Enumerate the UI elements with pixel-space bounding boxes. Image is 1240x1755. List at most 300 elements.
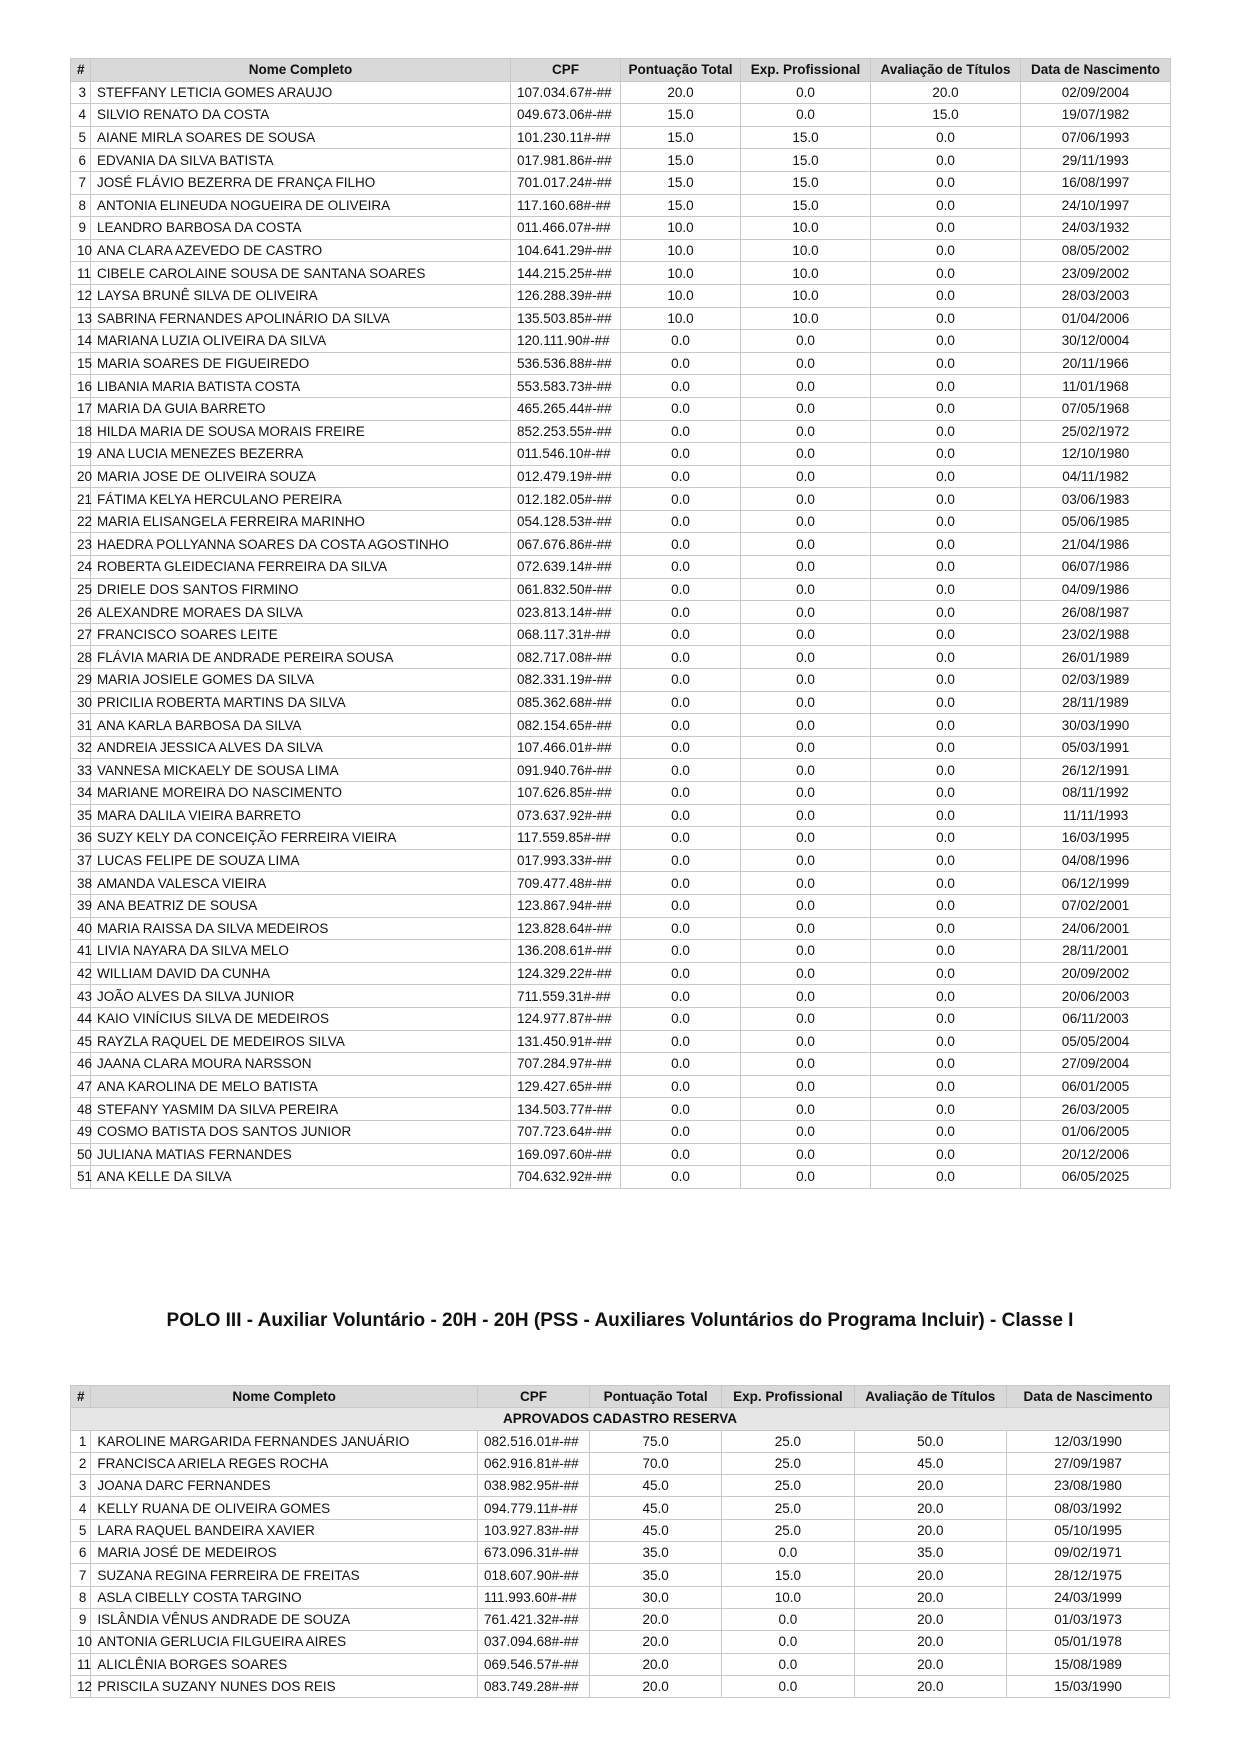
row-index: 42 — [71, 962, 91, 985]
titles-score: 0.0 — [871, 917, 1021, 940]
group-label: APROVADOS CADASTRO RESERVA — [71, 1408, 1170, 1430]
birth-date: 02/03/1989 — [1021, 669, 1171, 692]
titles-score: 20.0 — [854, 1631, 1007, 1653]
titles-score: 20.0 — [854, 1653, 1007, 1675]
experience-score: 0.0 — [741, 782, 871, 805]
candidate-name: LIBANIA MARIA BATISTA COSTA — [91, 375, 511, 398]
candidate-name: ASLA CIBELLY COSTA TARGINO — [91, 1586, 478, 1608]
table-row — [71, 1030, 1171, 1053]
candidate-name: JULIANA MATIAS FERNANDES — [91, 1143, 511, 1166]
cpf: 123.828.64#-## — [511, 917, 621, 940]
row-index: 26 — [71, 601, 91, 624]
table-row — [71, 330, 1171, 353]
birth-date: 03/06/1983 — [1021, 488, 1171, 511]
experience-score: 0.0 — [741, 759, 871, 782]
titles-score: 0.0 — [871, 894, 1021, 917]
experience-score: 0.0 — [741, 1098, 871, 1121]
birth-date: 08/03/1992 — [1007, 1497, 1170, 1519]
experience-score: 0.0 — [741, 104, 871, 127]
candidate-name: DRIELE DOS SANTOS FIRMINO — [91, 578, 511, 601]
titles-score: 0.0 — [871, 691, 1021, 714]
birth-date: 24/10/1997 — [1021, 194, 1171, 217]
table-row — [71, 894, 1171, 917]
cpf: 094.779.11#-## — [478, 1497, 590, 1519]
total-score: 0.0 — [621, 1098, 741, 1121]
titles-score: 0.0 — [871, 262, 1021, 285]
cpf: 068.117.31#-## — [511, 623, 621, 646]
cpf: 091.940.76#-## — [511, 759, 621, 782]
total-score: 35.0 — [589, 1564, 721, 1586]
cpf: 082.154.65#-## — [511, 714, 621, 737]
table-row — [71, 488, 1171, 511]
birth-date: 05/03/1991 — [1021, 736, 1171, 759]
total-score: 0.0 — [621, 872, 741, 895]
table-row — [71, 1075, 1171, 1098]
candidate-name: RAYZLA RAQUEL DE MEDEIROS SILVA — [91, 1030, 511, 1053]
cpf: 711.559.31#-## — [511, 985, 621, 1008]
table-row — [71, 81, 1171, 104]
row-index: 43 — [71, 985, 91, 1008]
cpf: 103.927.83#-## — [478, 1519, 590, 1541]
birth-date: 16/08/1997 — [1021, 171, 1171, 194]
row-index: 7 — [71, 171, 91, 194]
cpf: 701.017.24#-## — [511, 171, 621, 194]
experience-score: 0.0 — [741, 556, 871, 579]
cpf: 120.111.90#-## — [511, 330, 621, 353]
total-score: 20.0 — [621, 81, 741, 104]
table-row — [71, 691, 1171, 714]
candidate-name: MARIA RAISSA DA SILVA MEDEIROS — [91, 917, 511, 940]
total-score: 0.0 — [621, 691, 741, 714]
titles-score: 0.0 — [871, 194, 1021, 217]
col-cpf: CPF — [511, 59, 621, 82]
total-score: 0.0 — [621, 804, 741, 827]
experience-score: 0.0 — [741, 1007, 871, 1030]
total-score: 0.0 — [621, 669, 741, 692]
cpf: 124.977.87#-## — [511, 1007, 621, 1030]
cpf: 126.288.39#-## — [511, 284, 621, 307]
table-row — [71, 1007, 1171, 1030]
col-birthdate: Data de Nascimento — [1021, 59, 1171, 82]
row-index: 18 — [71, 420, 91, 443]
total-score: 0.0 — [621, 1030, 741, 1053]
birth-date: 02/09/2004 — [1021, 81, 1171, 104]
experience-score: 0.0 — [741, 510, 871, 533]
total-score: 0.0 — [621, 330, 741, 353]
experience-score: 0.0 — [741, 1053, 871, 1076]
cpf: 012.182.05#-## — [511, 488, 621, 511]
birth-date: 04/09/1986 — [1021, 578, 1171, 601]
table-row — [71, 804, 1171, 827]
candidate-name: VANNESA MICKAELY DE SOUSA LIMA — [91, 759, 511, 782]
experience-score: 25.0 — [722, 1430, 854, 1452]
total-score: 0.0 — [621, 827, 741, 850]
birth-date: 06/12/1999 — [1021, 872, 1171, 895]
total-score: 0.0 — [621, 985, 741, 1008]
experience-score: 0.0 — [741, 872, 871, 895]
experience-score: 0.0 — [741, 646, 871, 669]
table-row — [71, 736, 1171, 759]
cpf: 023.813.14#-## — [511, 601, 621, 624]
titles-score: 20.0 — [854, 1608, 1007, 1630]
titles-score: 35.0 — [854, 1542, 1007, 1564]
total-score: 0.0 — [621, 623, 741, 646]
candidate-name: JOANA DARC FERNANDES — [91, 1475, 478, 1497]
birth-date: 27/09/2004 — [1021, 1053, 1171, 1076]
candidate-name: JOSÉ FLÁVIO BEZERRA DE FRANÇA FILHO — [91, 171, 511, 194]
row-index: 37 — [71, 849, 91, 872]
table-row — [71, 849, 1171, 872]
total-score: 0.0 — [621, 759, 741, 782]
titles-score: 0.0 — [871, 669, 1021, 692]
titles-score: 0.0 — [871, 1143, 1021, 1166]
experience-score: 0.0 — [741, 1075, 871, 1098]
titles-score: 0.0 — [871, 1030, 1021, 1053]
titles-score: 0.0 — [871, 126, 1021, 149]
cpf: 083.749.28#-## — [478, 1675, 590, 1697]
experience-score: 0.0 — [741, 465, 871, 488]
table-row — [71, 1475, 1170, 1497]
table-row — [71, 962, 1171, 985]
table-row — [71, 194, 1171, 217]
total-score: 0.0 — [621, 917, 741, 940]
candidate-name: ANA BEATRIZ DE SOUSA — [91, 894, 511, 917]
row-index: 6 — [71, 1542, 91, 1564]
candidate-name: FRANCISCA ARIELA REGES ROCHA — [91, 1452, 478, 1474]
experience-score: 0.0 — [741, 623, 871, 646]
row-index: 36 — [71, 827, 91, 850]
row-index: 25 — [71, 578, 91, 601]
row-index: 41 — [71, 940, 91, 963]
birth-date: 26/08/1987 — [1021, 601, 1171, 624]
experience-score: 10.0 — [741, 284, 871, 307]
candidate-name: AMANDA VALESCA VIEIRA — [91, 872, 511, 895]
total-score: 0.0 — [621, 940, 741, 963]
row-index: 1 — [71, 1430, 91, 1452]
row-index: 8 — [71, 1586, 91, 1608]
row-index: 17 — [71, 397, 91, 420]
table-body — [71, 81, 1171, 1188]
titles-score: 0.0 — [871, 782, 1021, 805]
experience-score: 0.0 — [741, 985, 871, 1008]
table-row — [71, 533, 1171, 556]
candidate-name: WILLIAM DAVID DA CUNHA — [91, 962, 511, 985]
experience-score: 15.0 — [741, 126, 871, 149]
candidate-name: HAEDRA POLLYANNA SOARES DA COSTA AGOSTINHO — [91, 533, 511, 556]
candidate-name: COSMO BATISTA DOS SANTOS JUNIOR — [91, 1120, 511, 1143]
table-row — [71, 827, 1171, 850]
candidate-name: MARIA JOSE DE OLIVEIRA SOUZA — [91, 465, 511, 488]
total-score: 0.0 — [621, 352, 741, 375]
birth-date: 28/03/2003 — [1021, 284, 1171, 307]
row-index: 9 — [71, 1608, 91, 1630]
birth-date: 20/09/2002 — [1021, 962, 1171, 985]
row-index: 3 — [71, 81, 91, 104]
candidate-name: ISLÂNDIA VÊNUS ANDRADE DE SOUZA — [91, 1608, 478, 1630]
titles-score: 0.0 — [871, 352, 1021, 375]
cpf: 117.160.68#-## — [511, 194, 621, 217]
row-index: 4 — [71, 104, 91, 127]
birth-date: 05/06/1985 — [1021, 510, 1171, 533]
cpf: 673.096.31#-## — [478, 1542, 590, 1564]
experience-score: 0.0 — [741, 601, 871, 624]
titles-score: 0.0 — [871, 533, 1021, 556]
titles-score: 0.0 — [871, 1120, 1021, 1143]
table-row — [71, 940, 1171, 963]
total-score: 0.0 — [621, 1166, 741, 1189]
experience-score: 0.0 — [741, 443, 871, 466]
cpf: 144.215.25#-## — [511, 262, 621, 285]
total-score: 0.0 — [621, 533, 741, 556]
candidate-name: SABRINA FERNANDES APOLINÁRIO DA SILVA — [91, 307, 511, 330]
total-score: 0.0 — [621, 1120, 741, 1143]
table-row — [71, 1608, 1170, 1630]
birth-date: 07/05/1968 — [1021, 397, 1171, 420]
total-score: 0.0 — [621, 894, 741, 917]
titles-score: 0.0 — [871, 1053, 1021, 1076]
candidate-name: MARIA SOARES DE FIGUEIREDO — [91, 352, 511, 375]
cpf: 465.265.44#-## — [511, 397, 621, 420]
cpf: 111.993.60#-## — [478, 1586, 590, 1608]
experience-score: 10.0 — [741, 307, 871, 330]
ranking-table-2 — [70, 1385, 1170, 1698]
birth-date: 28/12/1975 — [1007, 1564, 1170, 1586]
cpf: 062.916.81#-## — [478, 1452, 590, 1474]
titles-score: 0.0 — [871, 872, 1021, 895]
table-row — [71, 556, 1171, 579]
total-score: 0.0 — [621, 397, 741, 420]
titles-score: 45.0 — [854, 1452, 1007, 1474]
col-name: Nome Completo — [91, 59, 511, 82]
table-row — [71, 375, 1171, 398]
row-index: 31 — [71, 714, 91, 737]
titles-score: 0.0 — [871, 239, 1021, 262]
candidate-name: SUZANA REGINA FERREIRA DE FREITAS — [91, 1564, 478, 1586]
titles-score: 0.0 — [871, 1007, 1021, 1030]
cpf: 707.723.64#-## — [511, 1120, 621, 1143]
cpf: 123.867.94#-## — [511, 894, 621, 917]
row-index: 39 — [71, 894, 91, 917]
row-index: 49 — [71, 1120, 91, 1143]
row-index: 46 — [71, 1053, 91, 1076]
total-score: 45.0 — [589, 1519, 721, 1541]
titles-score: 0.0 — [871, 510, 1021, 533]
titles-score: 0.0 — [871, 375, 1021, 398]
row-index: 27 — [71, 623, 91, 646]
cpf: 761.421.32#-## — [478, 1608, 590, 1630]
table-row — [71, 1120, 1171, 1143]
experience-score: 0.0 — [741, 1120, 871, 1143]
row-index: 24 — [71, 556, 91, 579]
experience-score: 0.0 — [741, 940, 871, 963]
table-row — [71, 1143, 1171, 1166]
candidate-name: LUCAS FELIPE DE SOUZA LIMA — [91, 849, 511, 872]
birth-date: 06/05/2025 — [1021, 1166, 1171, 1189]
table-row — [71, 1519, 1170, 1541]
row-index: 13 — [71, 307, 91, 330]
birth-date: 20/11/1966 — [1021, 352, 1171, 375]
cpf: 707.284.97#-## — [511, 1053, 621, 1076]
cpf: 135.503.85#-## — [511, 307, 621, 330]
candidate-name: EDVANIA DA SILVA BATISTA — [91, 149, 511, 172]
table-row — [71, 601, 1171, 624]
row-index: 20 — [71, 465, 91, 488]
section-title: POLO III - Auxiliar Voluntário - 20H - 20H (PSS - Auxiliares Voluntários do Programa Incluir) - Classe I — [166, 1310, 1074, 1331]
cpf: 085.362.68#-## — [511, 691, 621, 714]
table-header-row — [71, 1386, 1170, 1408]
titles-score: 0.0 — [871, 827, 1021, 850]
cpf: 082.331.19#-## — [511, 669, 621, 692]
candidate-name: HILDA MARIA DE SOUSA MORAIS FREIRE — [91, 420, 511, 443]
table-header-row — [71, 59, 1171, 82]
candidate-name: PRISCILA SUZANY NUNES DOS REIS — [91, 1675, 478, 1697]
birth-date: 04/11/1982 — [1021, 465, 1171, 488]
table-row — [71, 262, 1171, 285]
col-name: Nome Completo — [91, 1386, 478, 1408]
titles-score: 0.0 — [871, 601, 1021, 624]
birth-date: 28/11/2001 — [1021, 940, 1171, 963]
birth-date: 30/03/1990 — [1021, 714, 1171, 737]
cpf: 134.503.77#-## — [511, 1098, 621, 1121]
experience-score: 0.0 — [741, 962, 871, 985]
row-index: 5 — [71, 1519, 91, 1541]
experience-score: 0.0 — [741, 420, 871, 443]
table-row — [71, 1166, 1171, 1189]
birth-date: 05/01/1978 — [1007, 1631, 1170, 1653]
total-score: 0.0 — [621, 375, 741, 398]
total-score: 0.0 — [621, 488, 741, 511]
titles-score: 0.0 — [871, 556, 1021, 579]
total-score: 15.0 — [621, 126, 741, 149]
candidate-name: MARIA DA GUIA BARRETO — [91, 397, 511, 420]
row-index: 11 — [71, 262, 91, 285]
cpf: 704.632.92#-## — [511, 1166, 621, 1189]
candidate-name: KELLY RUANA DE OLIVEIRA GOMES — [91, 1497, 478, 1519]
titles-score: 20.0 — [854, 1564, 1007, 1586]
birth-date: 01/03/1973 — [1007, 1608, 1170, 1630]
titles-score: 0.0 — [871, 465, 1021, 488]
total-score: 0.0 — [621, 736, 741, 759]
birth-date: 29/11/1993 — [1021, 149, 1171, 172]
experience-score: 15.0 — [722, 1564, 854, 1586]
total-score: 0.0 — [621, 510, 741, 533]
experience-score: 0.0 — [741, 352, 871, 375]
experience-score: 25.0 — [722, 1452, 854, 1474]
titles-score: 0.0 — [871, 420, 1021, 443]
row-index: 32 — [71, 736, 91, 759]
experience-score: 10.0 — [741, 262, 871, 285]
experience-score: 0.0 — [741, 827, 871, 850]
birth-date: 05/05/2004 — [1021, 1030, 1171, 1053]
table-row — [71, 872, 1171, 895]
row-index: 23 — [71, 533, 91, 556]
candidate-name: MARA DALILA VIEIRA BARRETO — [91, 804, 511, 827]
candidate-name: SUZY KELY DA CONCEIÇÃO FERREIRA VIEIRA — [91, 827, 511, 850]
cpf: 017.981.86#-## — [511, 149, 621, 172]
row-index: 48 — [71, 1098, 91, 1121]
row-index: 22 — [71, 510, 91, 533]
total-score: 0.0 — [621, 1143, 741, 1166]
birth-date: 06/07/1986 — [1021, 556, 1171, 579]
birth-date: 07/02/2001 — [1021, 894, 1171, 917]
table-row — [71, 1675, 1170, 1697]
experience-score: 0.0 — [741, 804, 871, 827]
ranking-table-1 — [70, 58, 1171, 1189]
total-score: 10.0 — [621, 217, 741, 240]
candidate-name: KAROLINE MARGARIDA FERNANDES JANUÁRIO — [91, 1430, 478, 1452]
birth-date: 01/04/2006 — [1021, 307, 1171, 330]
col-experience: Exp. Profissional — [722, 1386, 854, 1408]
birth-date: 12/10/1980 — [1021, 443, 1171, 466]
col-cpf: CPF — [478, 1386, 590, 1408]
candidate-name: KAIO VINÍCIUS SILVA DE MEDEIROS — [91, 1007, 511, 1030]
group-row — [71, 1408, 1170, 1430]
row-index: 10 — [71, 239, 91, 262]
birth-date: 26/12/1991 — [1021, 759, 1171, 782]
candidate-name: LARA RAQUEL BANDEIRA XAVIER — [91, 1519, 478, 1541]
total-score: 20.0 — [589, 1608, 721, 1630]
table-row — [71, 239, 1171, 262]
experience-score: 25.0 — [722, 1475, 854, 1497]
col-experience: Exp. Profissional — [741, 59, 871, 82]
titles-score: 0.0 — [871, 330, 1021, 353]
birth-date: 07/06/1993 — [1021, 126, 1171, 149]
col-index: # — [71, 1386, 91, 1408]
candidate-name: ALICLÊNIA BORGES SOARES — [91, 1653, 478, 1675]
row-index: 12 — [71, 284, 91, 307]
birth-date: 30/12/0004 — [1021, 330, 1171, 353]
total-score: 35.0 — [589, 1542, 721, 1564]
candidate-name: SILVIO RENATO DA COSTA — [91, 104, 511, 127]
cpf: 037.094.68#-## — [478, 1631, 590, 1653]
cpf: 553.583.73#-## — [511, 375, 621, 398]
table-row — [71, 510, 1171, 533]
col-total-score: Pontuação Total — [589, 1386, 721, 1408]
candidate-name: ALEXANDRE MORAES DA SILVA — [91, 601, 511, 624]
total-score: 30.0 — [589, 1586, 721, 1608]
table-row — [71, 284, 1171, 307]
table-row — [71, 397, 1171, 420]
cpf: 049.673.06#-## — [511, 104, 621, 127]
total-score: 10.0 — [621, 239, 741, 262]
cpf: 012.479.19#-## — [511, 465, 621, 488]
birth-date: 23/02/1988 — [1021, 623, 1171, 646]
total-score: 45.0 — [589, 1475, 721, 1497]
cpf: 117.559.85#-## — [511, 827, 621, 850]
experience-score: 10.0 — [741, 217, 871, 240]
experience-score: 0.0 — [741, 397, 871, 420]
candidate-name: PRICILIA ROBERTA MARTINS DA SILVA — [91, 691, 511, 714]
candidate-name: MARIANE MOREIRA DO NASCIMENTO — [91, 782, 511, 805]
birth-date: 23/08/1980 — [1007, 1475, 1170, 1497]
birth-date: 26/01/1989 — [1021, 646, 1171, 669]
cpf: 067.676.86#-## — [511, 533, 621, 556]
candidate-name: FÁTIMA KELYA HERCULANO PEREIRA — [91, 488, 511, 511]
row-index: 5 — [71, 126, 91, 149]
candidate-name: LAYSA BRUNÊ SILVA DE OLIVEIRA — [91, 284, 511, 307]
experience-score: 0.0 — [741, 1030, 871, 1053]
cpf: 104.641.29#-## — [511, 239, 621, 262]
experience-score: 25.0 — [722, 1497, 854, 1519]
birth-date: 20/12/2006 — [1021, 1143, 1171, 1166]
candidate-name: ANA CLARA AZEVEDO DE CASTRO — [91, 239, 511, 262]
table-row — [71, 1452, 1170, 1474]
birth-date: 16/03/1995 — [1021, 827, 1171, 850]
candidate-name: ANDREIA JESSICA ALVES DA SILVA — [91, 736, 511, 759]
table-row — [71, 985, 1171, 1008]
titles-score: 0.0 — [871, 171, 1021, 194]
titles-score: 0.0 — [871, 1166, 1021, 1189]
